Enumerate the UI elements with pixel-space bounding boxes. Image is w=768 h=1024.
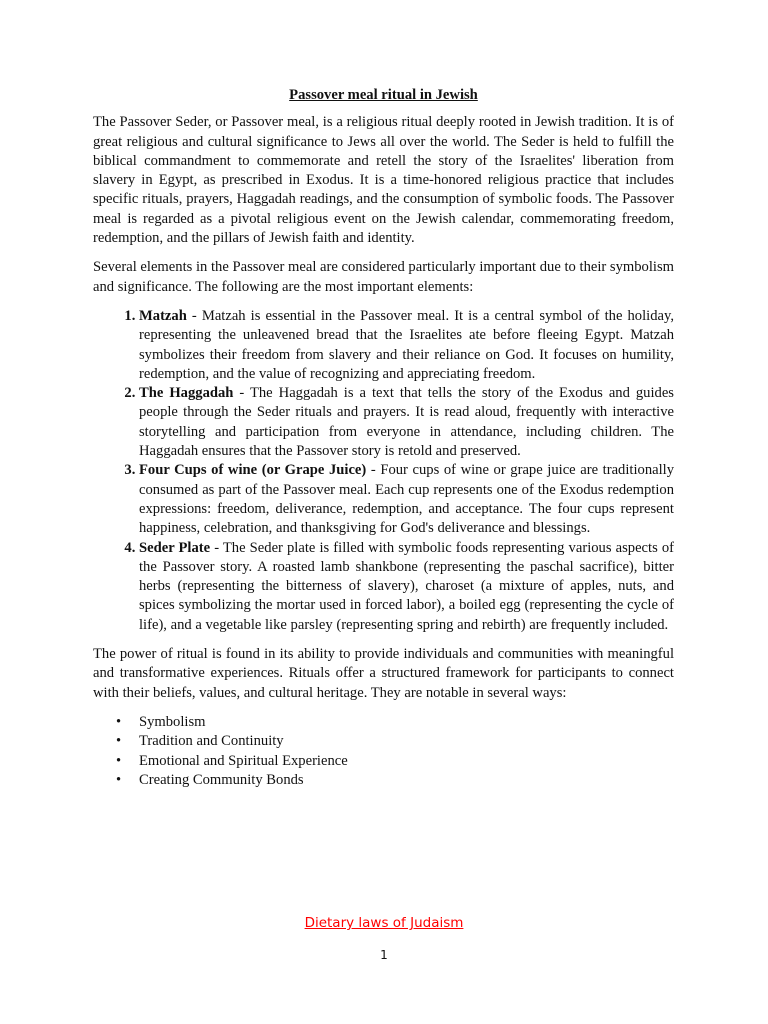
document-body (93, 86, 674, 790)
term-label: The Haggadah (139, 385, 234, 402)
next-section-heading: Dietary laws of Judaism (304, 915, 464, 931)
term-description: - The Seder plate is filled with symbolic foods representing various aspects of the Passover story. A roasted lamb shankbone (representing the paschal sacrifice), bitter herbs (representing the bitterness of slavery), charoset (a mixture of apples, nuts, and spices symbolizing the mortar used in forced labor), a boiled egg (representing the cycle of life), and a vegetable like parsley (representing spring and rebirth) are frequently included. (139, 539, 675, 633)
list-item (116, 732, 674, 751)
bullet-icon: • (116, 752, 122, 769)
intro-paragraph: The Passover Seder, or Passover meal, is a religious ritual deeply rooted in Jewish tradition. It is of great religious and cultural significance to Jews all over the world. The Seder is held to fulfill the biblical commandment to commemorate and retell the story of the Israelites' liberation from slavery in Egypt, as prescribed in Exodus. It is a time-honored religious practice that includes specific rituals, prayers, Haggadah readings, and the consumption of symbolic foods. The Passover meal is regarded as a pivotal religious event on the Jewish calendar, commemorating freedom, redemption, and the pillars of Jewish faith and identity. (93, 114, 674, 247)
list-item-label: Symbolism (139, 713, 206, 730)
term-description: - Four cups of wine or grape juice are traditionally consumed as part of the Passover meal. Each cup represents one of the Exodus redemption expressions: freedom, deliverance, redemption, and acceptance. The four cups represent happiness, celebration, and thanksgiving for God's deliverance and blessings. (139, 462, 674, 537)
list-item-haggadah (139, 384, 674, 461)
list-item-label: Creating Community Bonds (139, 771, 304, 788)
list-item-seder-plate (139, 539, 674, 635)
term-label: Seder Plate (139, 539, 211, 556)
list-item-matzah (139, 307, 674, 384)
list-item-label: Emotional and Spiritual Experience (139, 752, 348, 769)
term-label: Four Cups of wine (or Grape Juice) (139, 462, 367, 479)
elements-intro-paragraph: Several elements in the Passover meal are considered particularly important due to their symbolism and significance. The following are the most important elements: (93, 259, 674, 295)
list-item (116, 771, 674, 790)
list-item-label: Tradition and Continuity (139, 733, 284, 750)
term-label: Matzah (139, 307, 187, 324)
list-item-four-cups (139, 461, 674, 538)
bullet-icon: • (116, 771, 122, 788)
bullet-icon: • (116, 733, 122, 750)
list-item (116, 713, 674, 732)
document-title: Passover meal ritual in Jewish (289, 87, 478, 103)
bullet-icon: • (116, 713, 122, 730)
important-elements-list (93, 307, 674, 635)
ritual-paragraph: The power of ritual is found in its ability to provide individuals and communities with meaningful and transformative experiences. Rituals offer a structured framework for participants to connect with their beliefs, values, and cultural heritage. They are notable in several ways: (93, 646, 674, 701)
ritual-ways-list (93, 713, 674, 790)
page-number: 1 (380, 948, 388, 962)
term-description: - The Haggadah is a text that tells the story of the Exodus and guides people through the Seder rituals and prayers. It is read aloud, frequently with interactive storytelling and participation from everyone in attendance, including children. The Haggadah ensures that the Passover story is retold and preserved. (139, 385, 674, 460)
term-description: - Matzah is essential in the Passover meal. It is a central symbol of the holiday, representing the unleavened bread that the Israelites ate before fleeing Egypt. Matzah symbolizes their freedom from slavery and their reliance on God. It focuses on humility, redemption, and the value of recognizing and appreciating freedom. (139, 307, 674, 382)
list-item (116, 752, 674, 771)
